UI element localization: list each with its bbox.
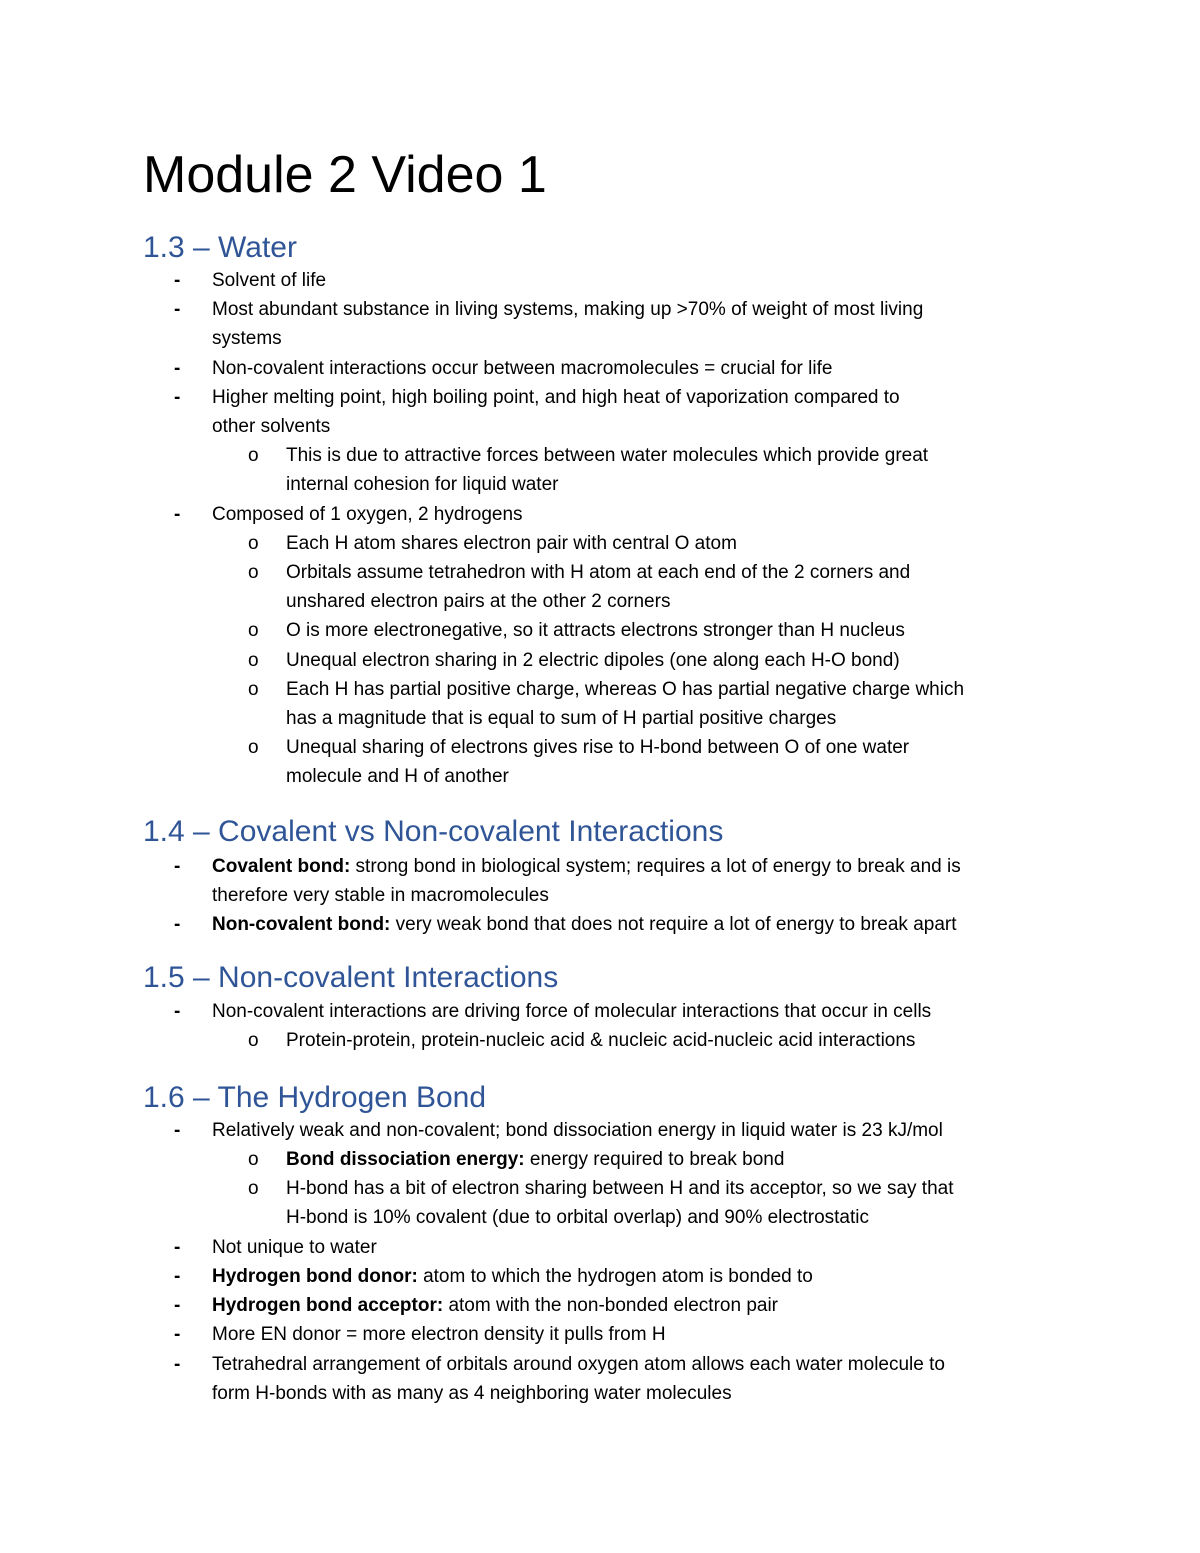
section-heading-1-3: 1.3 – Water [143,231,297,264]
circle-bullet-icon: o [248,1149,259,1171]
list-item-text: Hydrogen bond donor: atom to which the hydrogen atom is bonded to [212,1266,813,1287]
dash-bullet-icon: - [174,1266,181,1287]
dash-bullet-icon: - [174,386,181,408]
list-item-text: Most abundant substance in living systems, making up >70% of weight of most living systems [212,299,924,350]
term-label: Hydrogen bond donor: [212,1266,418,1287]
list-item-text: Non-covalent bond: very weak bond that does not require a lot of energy to break apart [212,914,957,936]
section-heading-1-4: 1.4 – Covalent vs Non-covalent Interactions [143,815,724,848]
list-item-text: Each H has partial positive charge, whereas O has partial negative charge which has a magnitude that is equal to sum of H partial positive charges [286,678,965,729]
term-label: Non-covalent bond: [212,914,391,936]
list-item-text: Composed of 1 oxygen, 2 hydrogens [212,503,523,525]
dash-bullet-icon: - [174,357,181,379]
list-item-text: Non-covalent interactions are driving force of molecular interactions that occur in cells [212,1001,932,1022]
list-item-text: Bond dissociation energy: energy required to break bond [286,1149,785,1171]
section-heading-1-6: 1.6 – The Hydrogen Bond [143,1081,487,1114]
section-heading-1-5: 1.5 – Non-covalent Interactions [143,961,559,994]
circle-bullet-icon: o [248,678,259,700]
term-label: Covalent bond: [212,856,351,877]
list-item-text: Covalent bond: strong bond in biological system; requires a lot of energy to break and is therefore very stable in macromolecules [212,856,961,906]
circle-bullet-icon: o [248,562,259,583]
list-item-text: O is more electronegative, so it attracts electrons stronger than H nucleus [286,620,905,642]
list-item-text: Tetrahedral arrangement of orbitals around oxygen atom allows each water molecule to form H-bonds with as many as 4 neighboring water molecules [212,1353,945,1404]
circle-bullet-icon: o [248,620,259,642]
list-item-text: Hydrogen bond acceptor: atom with the non-bonded electron pair [212,1295,779,1317]
dash-bullet-icon: - [174,856,181,877]
dash-bullet-icon: - [174,270,181,291]
term-label: Bond dissociation energy: [286,1149,525,1171]
document-title: Module 2 Video 1 [143,146,547,204]
term-label: Hydrogen bond acceptor: [212,1295,444,1317]
list-item-text: Orbitals assume tetrahedron with H atom at each end of the 2 corners and unshared electron pairs at the other 2 corners [286,562,911,612]
dash-bullet-icon: - [174,1236,181,1258]
circle-bullet-icon: o [248,445,259,467]
circle-bullet-icon: o [248,532,259,554]
list-item-text: Each H atom shares electron pair with central O atom [286,532,737,554]
list-item-text: This is due to attractive forces between water molecules which provide great internal cohesion for liquid water [286,445,929,496]
dash-bullet-icon: - [174,503,181,525]
dash-bullet-icon: - [174,1295,181,1317]
circle-bullet-icon: o [248,737,259,759]
dash-bullet-icon: - [174,1324,181,1346]
list-item-text: H-bond has a bit of electron sharing between H and its acceptor, so we say that H-bond is 10% covalent (due to orbital overlap) and 90% electrostatic [286,1178,954,1229]
list-item-text: More EN donor = more electron density it pulls from H [212,1324,666,1346]
list-item-text: Protein-protein, protein-nucleic acid & nucleic acid-nucleic acid interactions [286,1030,916,1052]
dash-bullet-icon: - [174,1001,181,1022]
dash-bullet-icon: - [174,914,181,936]
list-item-text: Higher melting point, high boiling point, and high heat of vaporization compared to other solvents [212,386,900,437]
list-item-text: Unequal electron sharing in 2 electric dipoles (one along each H-O bond) [286,649,900,671]
circle-bullet-icon: o [248,1030,259,1052]
circle-bullet-icon: o [248,1178,259,1200]
list-item-text: Relatively weak and non-covalent; bond dissociation energy in liquid water is 23 kJ/mol [212,1120,943,1141]
circle-bullet-icon: o [248,649,259,671]
list-item-text: Non-covalent interactions occur between macromolecules = crucial for life [212,357,833,379]
list-item-text: Unequal sharing of electrons gives rise to H-bond between O of one water molecule and H of another [286,737,910,788]
dash-bullet-icon: - [174,1353,181,1375]
dash-bullet-icon: - [174,299,181,321]
dash-bullet-icon: - [174,1120,181,1141]
list-item-text: Not unique to water [212,1236,377,1258]
list-item-text: Solvent of life [212,270,327,291]
